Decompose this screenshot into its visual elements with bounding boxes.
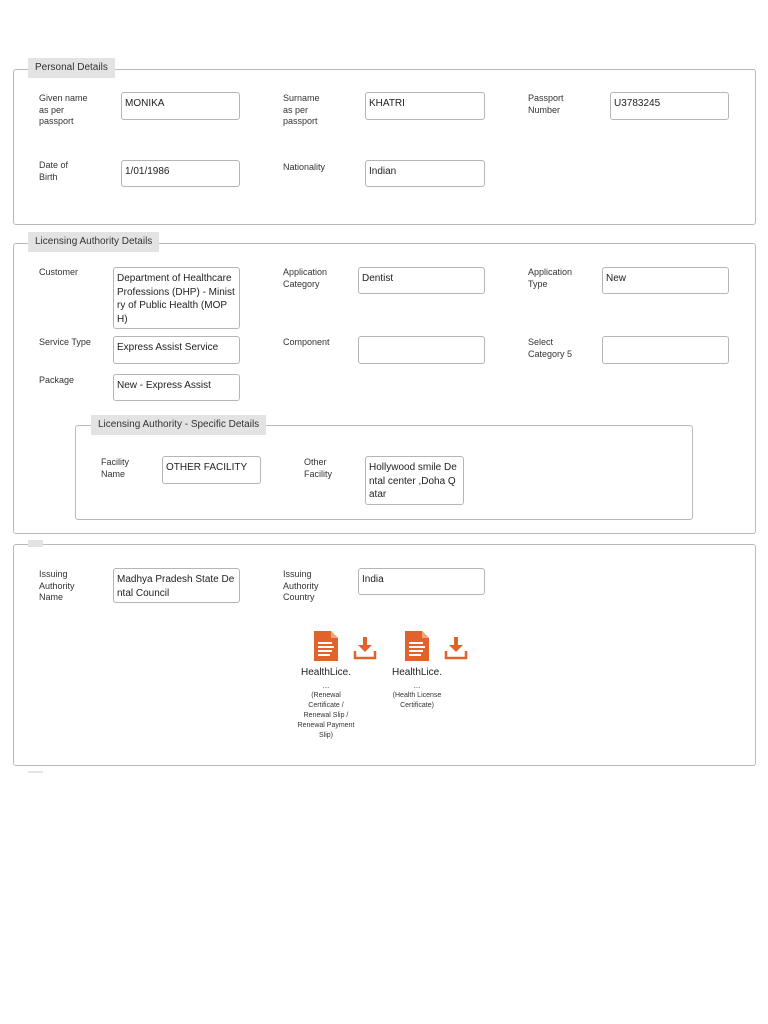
personal-details-legend: Personal Details [28, 58, 115, 78]
customer-label: Customer [39, 267, 79, 277]
issuing-authority-legend [28, 540, 43, 547]
empty-section-stub [28, 771, 43, 773]
application-category-field[interactable]: Dentist [358, 267, 485, 294]
document-description: (Health License Certificate) [392, 692, 442, 709]
facility-name-label: Facility Name [101, 457, 130, 479]
package-field[interactable]: New - Express Assist [113, 374, 240, 401]
document-name[interactable]: HealthLice. [300, 667, 352, 678]
issuing-authority-name-field[interactable]: Madhya Pradesh State Dental Council [113, 568, 240, 603]
download-icon[interactable] [353, 636, 377, 660]
application-category-label: Application Category [283, 267, 328, 289]
service-type-label: Service Type [39, 337, 91, 347]
nationality-label: Nationality [283, 162, 326, 172]
download-icon[interactable] [444, 636, 468, 660]
specific-details-legend: Licensing Authority - Specific Details [91, 415, 266, 435]
document-icon[interactable] [404, 630, 430, 662]
document-name-ellipsis: ... [413, 681, 421, 690]
component-field[interactable] [358, 336, 485, 364]
date-of-birth-field[interactable]: 1/01/1986 [121, 160, 240, 187]
select-category-5-field[interactable] [602, 336, 729, 364]
issuing-authority-name-label: Issuing Authority Name [39, 569, 75, 602]
surname-label: Surname as per passport [283, 93, 320, 126]
facility-name-field[interactable]: OTHER FACILITY [162, 456, 261, 484]
document-name-ellipsis: ... [322, 681, 330, 690]
other-facility-label: Other Facility [304, 457, 333, 479]
other-facility-field[interactable]: Hollywood smile Dental center ,Doha Qatar [365, 456, 464, 505]
issuing-authority-country-label: Issuing Authority Country [283, 569, 319, 602]
licensing-authority-legend: Licensing Authority Details [28, 232, 159, 252]
document-icon[interactable] [313, 630, 339, 662]
package-label: Package [39, 375, 75, 385]
document-name[interactable]: HealthLice. [391, 667, 443, 678]
surname-field[interactable]: KHATRI [365, 92, 485, 120]
given-name-label: Given name as per passport [39, 93, 88, 126]
date-of-birth-label: Date of Birth [39, 160, 69, 182]
customer-field[interactable]: Department of Healthcare Professions (DHP) - Ministry of Public Health (MOPH) [113, 267, 240, 329]
passport-number-field[interactable]: U3783245 [610, 92, 729, 120]
issuing-authority-country-field[interactable]: India [358, 568, 485, 595]
nationality-field[interactable]: Indian [365, 160, 485, 187]
document-description: (Renewal Certificate / Renewal Slip / Renewal Payment Slip) [297, 692, 355, 739]
component-label: Component [283, 337, 330, 347]
application-type-label: Application Type [528, 267, 573, 289]
given-name-field[interactable]: MONIKA [121, 92, 240, 120]
passport-number-label: Passport Number [528, 93, 564, 115]
application-type-field[interactable]: New [602, 267, 729, 294]
select-category-5-label: Select Category 5 [528, 337, 573, 359]
service-type-field[interactable]: Express Assist Service [113, 336, 240, 364]
